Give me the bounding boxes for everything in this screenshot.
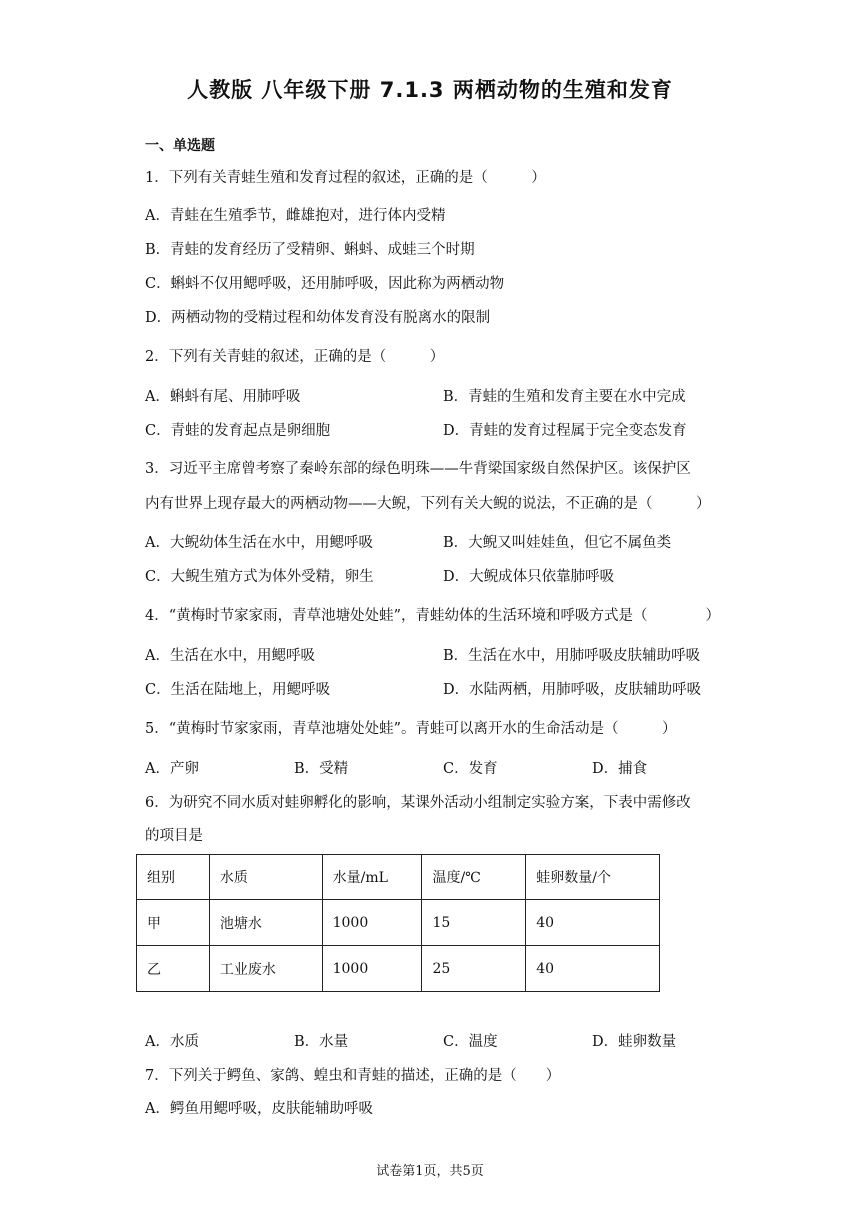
q4-option-d: D．水陆两栖，用肺呼吸，皮肤辅助呼吸: [443, 682, 702, 698]
q5-option-a: A．产卵: [145, 761, 199, 777]
table-header-row: [137, 855, 660, 900]
experiment-table: [136, 854, 660, 992]
table-header-cell: 水量/mL: [322, 855, 422, 900]
table-cell: 乙: [137, 946, 210, 992]
table-header-cell: 温度/℃: [422, 855, 526, 900]
q2-stem: 2．下列有关青蛙的叙述，正确的是（ ）: [145, 349, 445, 365]
q3-stem-line2: 内有世界上现存最大的两栖动物——大鲵，下列有关大鲵的说法，不正确的是（ ）: [145, 496, 711, 512]
q4-stem: 4．“黄梅时节家家雨，青草池塘处处蛙”，青蛙幼体的生活环境和呼吸方式是（ ）: [145, 608, 721, 624]
q3-option-d: D．大鲵成体只依靠肺呼吸: [443, 569, 615, 585]
table-cell: 40: [526, 946, 660, 992]
q7-option-a: A．鳄鱼用鳃呼吸，皮肤能辅助呼吸: [145, 1101, 373, 1117]
q5-stem: 5．“黄梅时节家家雨，青草池塘处处蛙”。青蛙可以离开水的生命活动是（ ）: [145, 721, 677, 737]
table-cell: 工业废水: [209, 946, 322, 992]
q3-option-a: A．大鲵幼体生活在水中，用鳃呼吸: [145, 535, 373, 551]
table-header-cell: 组别: [137, 855, 210, 900]
q5-option-c: C．发育: [443, 761, 498, 777]
q4-option-c: C．生活在陆地上，用鳃呼吸: [145, 682, 331, 698]
page-title: 人教版 八年级下册 7.1.3 两栖动物的生殖和发育: [187, 78, 673, 102]
table-cell: 25: [422, 946, 526, 992]
q5-option-d: D．捕食: [592, 761, 648, 777]
q3-option-b: B．大鲵又叫娃娃鱼，但它不属鱼类: [443, 535, 672, 551]
q2-option-a: A．蝌蚪有尾、用肺呼吸: [145, 389, 301, 405]
table-row: [137, 946, 660, 992]
q7-stem: 7．下列关于鳄鱼、家鸽、蝗虫和青蛙的描述，正确的是（ ）: [145, 1068, 561, 1084]
q2-option-d: D．青蛙的发育过程属于完全变态发育: [443, 423, 687, 439]
table-header-cell: 蛙卵数量/个: [526, 855, 660, 900]
q4-option-b: B．生活在水中，用肺呼吸皮肤辅助呼吸: [443, 648, 701, 664]
table-cell: 池塘水: [209, 900, 322, 946]
table-cell: 15: [422, 900, 526, 946]
q2-option-c: C．青蛙的发育起点是卵细胞: [145, 423, 331, 439]
q6-option-a: A．水质: [145, 1034, 199, 1050]
table-cell: 1000: [322, 946, 422, 992]
page-footer: 试卷第1页，共5页: [376, 1164, 484, 1179]
q2-option-b: B．青蛙的生殖和发育主要在水中完成: [443, 389, 686, 405]
table-cell: 40: [526, 900, 660, 946]
q5-option-b: B．受精: [294, 761, 349, 777]
table-cell: 1000: [322, 900, 422, 946]
q3-stem-line1: 3．习近平主席曾考察了秦岭东部的绿色明珠——牛背梁国家级自然保护区。该保护区: [145, 461, 691, 477]
q6-stem-line2: 的项目是: [145, 828, 203, 844]
q1-option-b: B．青蛙的发育经历了受精卵、蝌蚪、成蛙三个时期: [145, 242, 475, 258]
q6-option-b: B．水量: [294, 1034, 349, 1050]
q1-option-a: A．青蛙在生殖季节，雌雄抱对，进行体内受精: [145, 208, 446, 224]
table-cell: 甲: [137, 900, 210, 946]
table-header-cell: 水质: [209, 855, 322, 900]
section-heading: 一、单选题: [145, 138, 215, 154]
q1-stem: 1．下列有关青蛙生殖和发育过程的叙述，正确的是（ ）: [145, 170, 546, 186]
table-row: [137, 900, 660, 946]
q4-option-a: A．生活在水中，用鳃呼吸: [145, 648, 315, 664]
q1-option-c: C．蝌蚪不仅用鳃呼吸，还用肺呼吸，因此称为两栖动物: [145, 276, 505, 292]
q6-stem-line1: 6．为研究不同水质对蛙卵孵化的影响，某课外活动小组制定实验方案，下表中需修改: [145, 795, 691, 811]
q6-option-d: D．蛙卵数量: [592, 1034, 677, 1050]
q3-option-c: C．大鲵生殖方式为体外受精，卵生: [145, 569, 374, 585]
q1-option-d: D．两栖动物的受精过程和幼体发育没有脱离水的限制: [145, 310, 491, 326]
q6-option-c: C．温度: [443, 1034, 498, 1050]
